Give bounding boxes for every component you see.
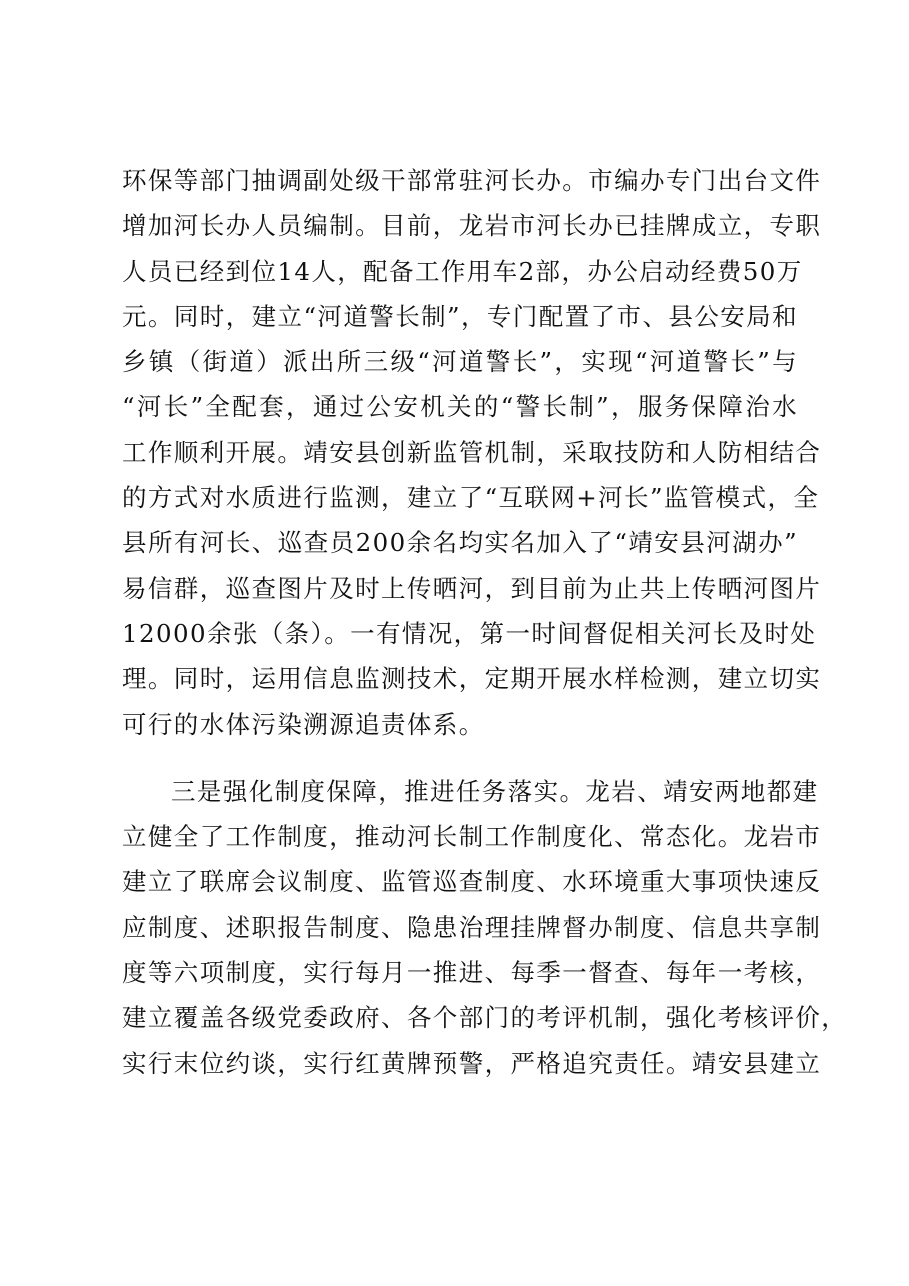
text-line: 的方式对水质进行监测，建立了“互联网+河长”监管模式，全	[122, 483, 820, 513]
document-body	[122, 158, 848, 1086]
text-line: 县所有河长、巡查员200余名均实名加入了“靖安县河湖办”	[122, 528, 798, 558]
text-line: 三是强化制度保障，推进任务落实。龙岩、靖安两地都建	[171, 776, 819, 806]
text-line: 建立了联席会议制度、监管巡查制度、水环境重大事项快速反	[122, 867, 822, 897]
text-line: “河长”全配套，通过公安机关的“警长制”，服务保障治水	[122, 392, 798, 422]
text-line: 元。同时，建立“河道警长制”，专门配置了市、县公安局和	[122, 301, 798, 331]
text-line: 可行的水体污染溯源追责体系。	[122, 709, 485, 739]
text-line: 实行末位约谈，实行红黄牌预警，严格追究责任。靖安县建立	[122, 1048, 822, 1078]
text-line: 理。同时，运用信息监测技术，定期开展水样检测，建立切实	[122, 664, 822, 694]
paragraph-2	[122, 769, 848, 1086]
text-line: 度等六项制度，实行每月一推进、每季一督查、每年一考核，	[122, 958, 822, 988]
text-line: 增加河长办人员编制。目前，龙岩市河长办已挂牌成立，专职	[122, 211, 822, 241]
text-line: 应制度、述职报告制度、隐患治理挂牌督办制度、信息共享制	[122, 912, 822, 942]
paragraph-1	[122, 158, 822, 747]
text-line: 立健全了工作制度，推动河长制工作制度化、常态化。龙岩市	[122, 822, 822, 852]
text-line: 环保等部门抽调副处级干部常驻河长办。市编办专门出台文件	[122, 166, 822, 195]
text-line: 12000余张（条）。一有情况，第一时间督促相关河长及时处	[122, 618, 817, 648]
paragraph-gap	[122, 747, 798, 769]
text-line: 工作顺利开展。靖安县创新监管机制，采取技防和人防相结合	[122, 437, 822, 467]
text-line: 乡镇（街道）派出所三级“河道警长”，实现“河道警长”与	[122, 347, 798, 377]
text-line: 人员已经到位14人，配备工作用车2部，办公启动经费50万	[122, 256, 803, 286]
text-line: 建立覆盖各级党委政府、各个部门的考评机制，强化考核评价，	[122, 1003, 848, 1033]
text-line: 易信群，巡查图片及时上传晒河，到目前为止共上传晒河图片	[122, 573, 822, 603]
